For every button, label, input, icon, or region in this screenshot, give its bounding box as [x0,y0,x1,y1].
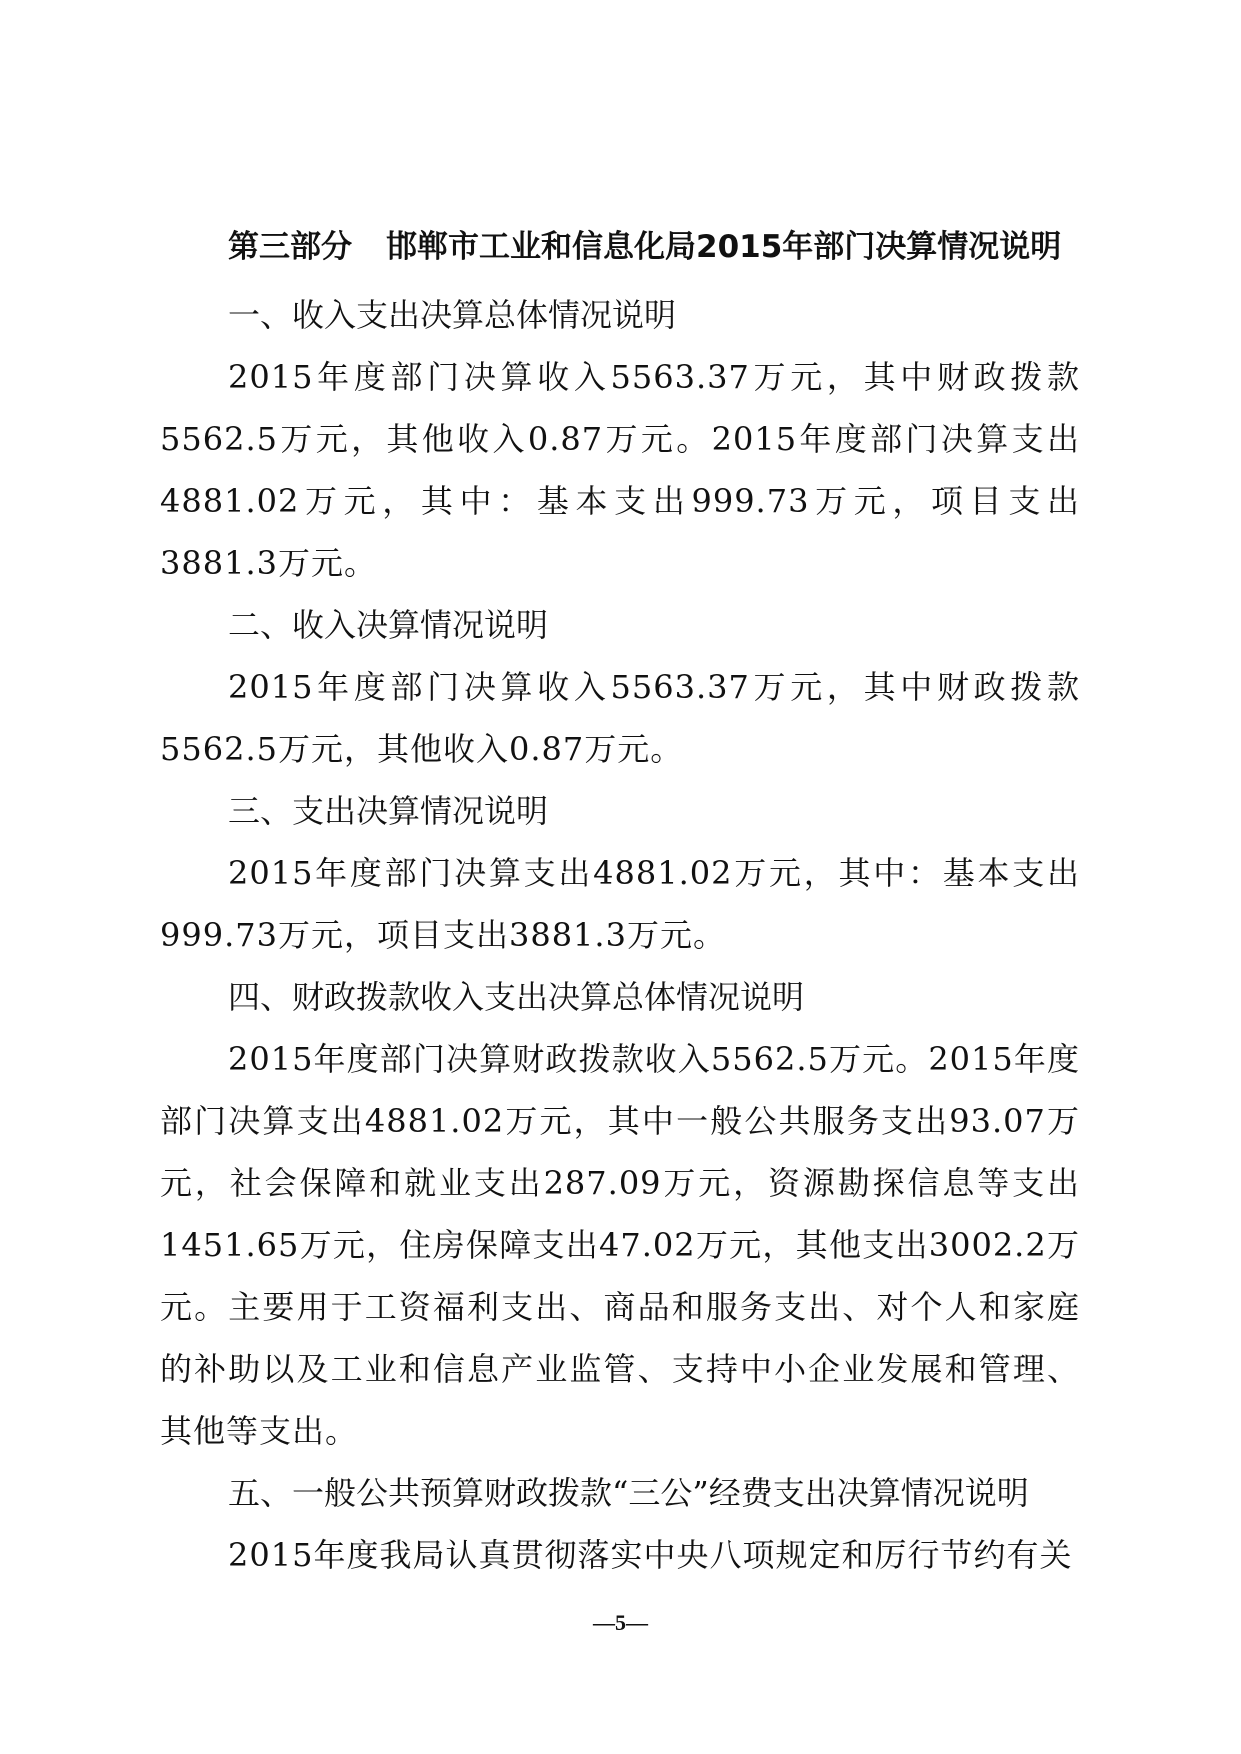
section-body-2: 2015年度部门决算收入5563.37万元，其中财政拨款5562.5万元，其他收入0.87万元。 [160,668,1080,768]
section-heading-1: 一、收入支出决算总体情况说明 [228,296,677,334]
section-body-5: 2015年度我局认真贯彻落实中央八项规定和厉行节约有关 [228,1536,1073,1574]
document-title [160,215,1080,279]
section-body-1: 2015年度部门决算收入5563.37万元，其中财政拨款5562.5万元，其他收入0.87万元。2015年度部门决算支出4881.02万元，其中：基本支出999.73万元，项目支出3881.3万元。 [160,358,1080,582]
section-body-4: 2015年度部门决算财政拨款收入5562.5万元。2015年度部门决算支出4881.02万元，其中一般公共服务支出93.07万元，社会保障和就业支出287.09万元，资源勘探信息等支出1451.65万元，住房保障支出47.02万元，其他支出3002.2万元。主要用于工资福利支出、商品和服务支出、对个人和家庭的补助以及工业和信息产业监管、支持中小企业发展和管理、其他等支出。 [160,1040,1080,1450]
section-heading-4: 四、财政拨款收入支出决算总体情况说明 [228,978,805,1016]
section-heading-2: 二、收入决算情况说明 [228,606,549,644]
section-body-3: 2015年度部门决算支出4881.02万元，其中：基本支出999.73万元，项目支出3881.3万元。 [160,854,1080,954]
page-number: —5— [593,1610,648,1635]
document-content [160,215,1080,1586]
section-heading-5: 五、一般公共预算财政拨款“三公”经费支出决算情况说明 [228,1474,1029,1512]
section-heading-3: 三、支出决算情况说明 [228,792,549,830]
title-main: 邯郸市工业和信息化局2015年部门决算情况说明 [386,229,1062,265]
title-part: 第三部分 [228,229,352,265]
